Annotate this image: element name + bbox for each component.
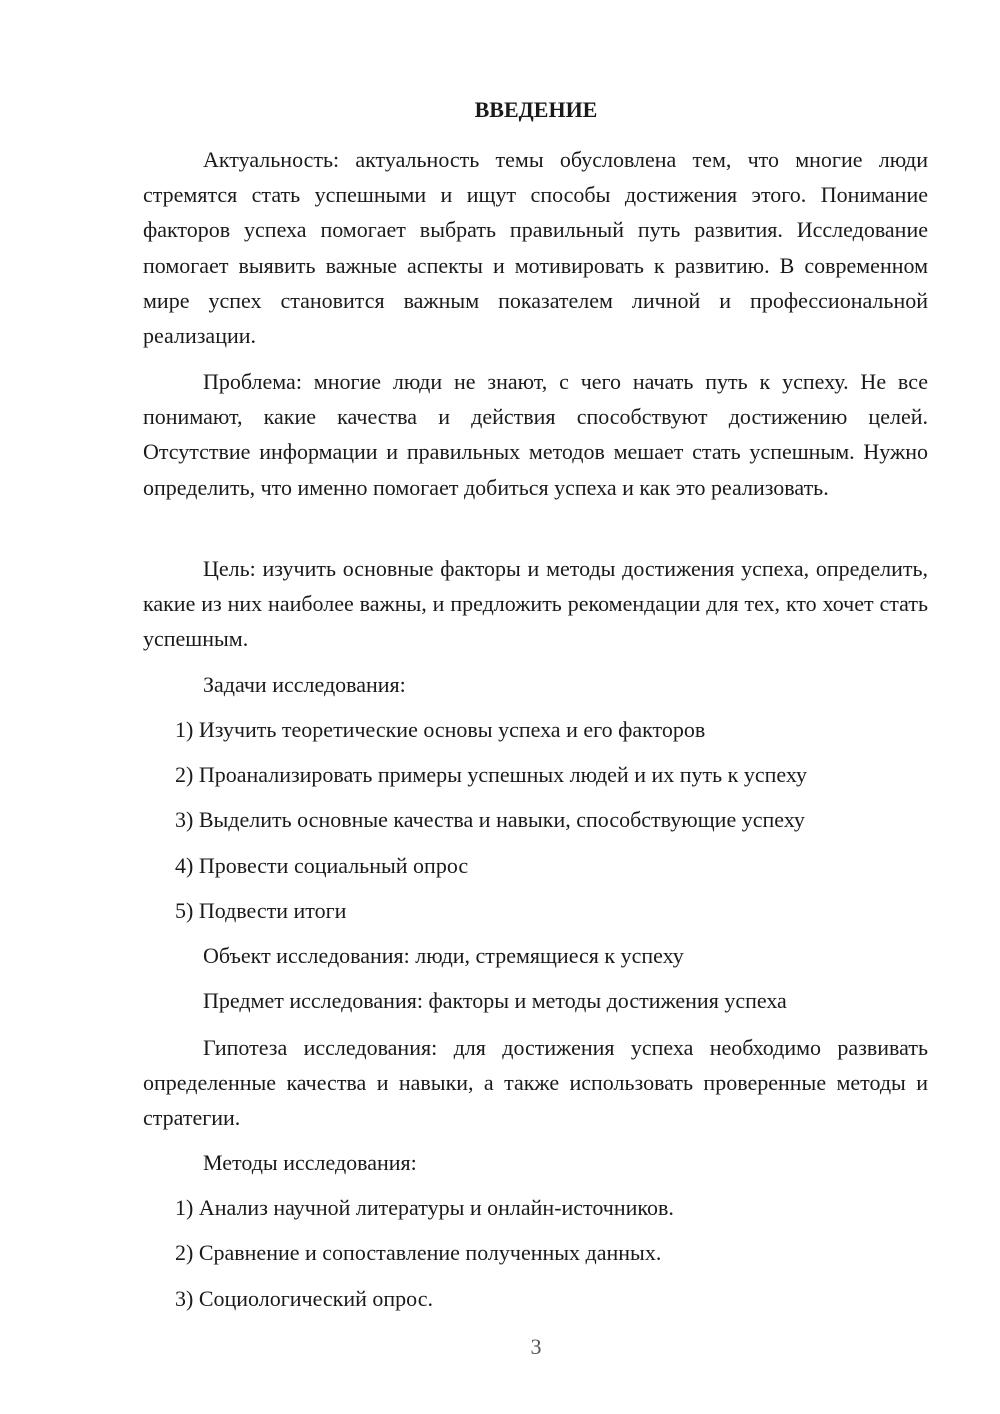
methods-title: Методы исследования:: [203, 1150, 417, 1175]
goal-paragraph: Цель: изучить основные факторы и методы достижения успеха, определить, какие из них наиболее важны, и предложить рекомендации для тех, кто хочет стать успешным.: [143, 556, 928, 652]
problem-paragraph: Проблема: многие люди не знают, с чего начать путь к успеху. Не все понимают, какие качества и действия способствуют достижению целей. Отсутствие информации и правильных методов мешает стать успешным. Нужно определить, что именно помогает добиться успеха и как это реализовать.: [143, 369, 928, 500]
task-item: 3) Выделить основные качества и навыки, способствующие успеху: [175, 807, 805, 832]
task-item: 5) Подвести итоги: [175, 898, 347, 923]
task-item: 1) Изучить теоретические основы успеха и его факторов: [175, 717, 706, 742]
method-item: 1) Анализ научной литературы и онлайн-источников.: [175, 1195, 674, 1220]
relevance-paragraph: Актуальность: актуальность темы обусловлена тем, что многие люди стремятся стать успешными и ищут способы достижения этого. Понимание факторов успеха помогает выбрать правильный путь развития. Исследование помогает выявить важные аспекты и мотивировать к развитию. В современном мире успех становится важным показателем личной и профессиональной реализации.: [143, 147, 928, 349]
method-item: 2) Сравнение и сопоставление полученных данных.: [175, 1240, 662, 1265]
page-number: 3: [530, 1334, 542, 1359]
tasks-title: Задачи исследования:: [203, 672, 406, 697]
task-item: 4) Провести социальный опрос: [175, 853, 469, 878]
task-item: 2) Проанализировать примеры успешных людей и их путь к успеху: [175, 762, 808, 787]
research-object: Объект исследования: люди, стремящиеся к успеху: [203, 943, 684, 968]
hypothesis-paragraph: Гипотеза исследования: для достижения успеха необходимо развивать определенные качества и навыки, а также использовать проверенные методы и стратегии.: [143, 1035, 928, 1131]
section-title: ВВЕДЕНИЕ: [474, 97, 598, 122]
research-subject: Предмет исследования: факторы и методы достижения успеха: [203, 988, 787, 1013]
method-item: 3) Социологический опрос.: [175, 1286, 433, 1311]
